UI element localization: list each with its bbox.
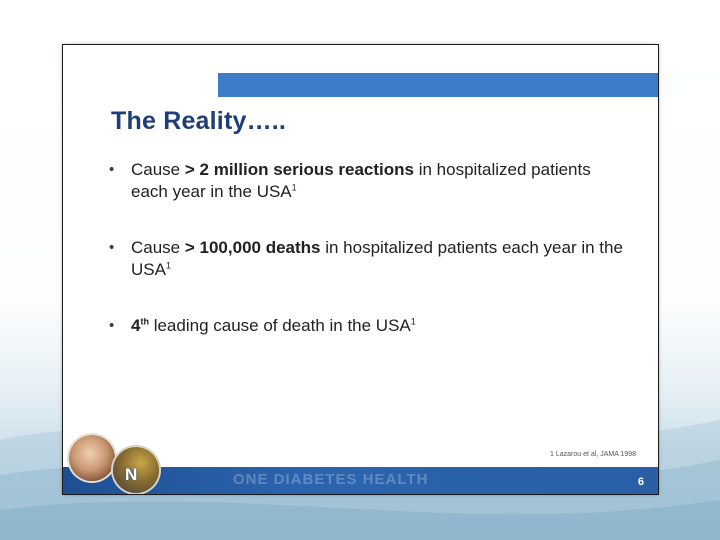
header-accent-band [218,73,658,97]
bullet-text: in hospitalized patients each year in the USA [131,238,623,279]
bullet-text: Cause [131,160,185,179]
footnote-marker: 1 [291,182,297,193]
bullet-text: in hospitalized patients each year in the USA [131,160,591,201]
bullet-item [109,159,629,203]
logo-n-icon [113,447,159,493]
footnote-marker: 1 [410,316,416,327]
bullet-text: leading cause of death in the USA [148,316,411,335]
bullet-item [109,315,629,337]
bullet-bold-text: > 2 million serious reactions [184,160,414,179]
bullet-list [109,159,629,337]
citation-footnote: 1 Lazarou et al, JAMA 1998 [550,451,636,458]
bullet-bold-text: 4 [131,316,141,335]
bullet-bold-text: > 100,000 deaths [184,238,321,257]
bullet-text: Cause [131,238,185,257]
page-number: 6 [637,476,644,488]
footnote-marker: 1 [165,260,171,271]
ordinal-suffix: th [140,316,149,327]
logo-letter: N [125,465,138,484]
slide-title: The Reality….. [111,107,287,135]
bullet-item [109,237,629,281]
logo-photo-icon [69,435,115,481]
footer-watermark-text: ONE DIABETES HEALTH [233,471,429,488]
slide-frame [63,45,658,494]
